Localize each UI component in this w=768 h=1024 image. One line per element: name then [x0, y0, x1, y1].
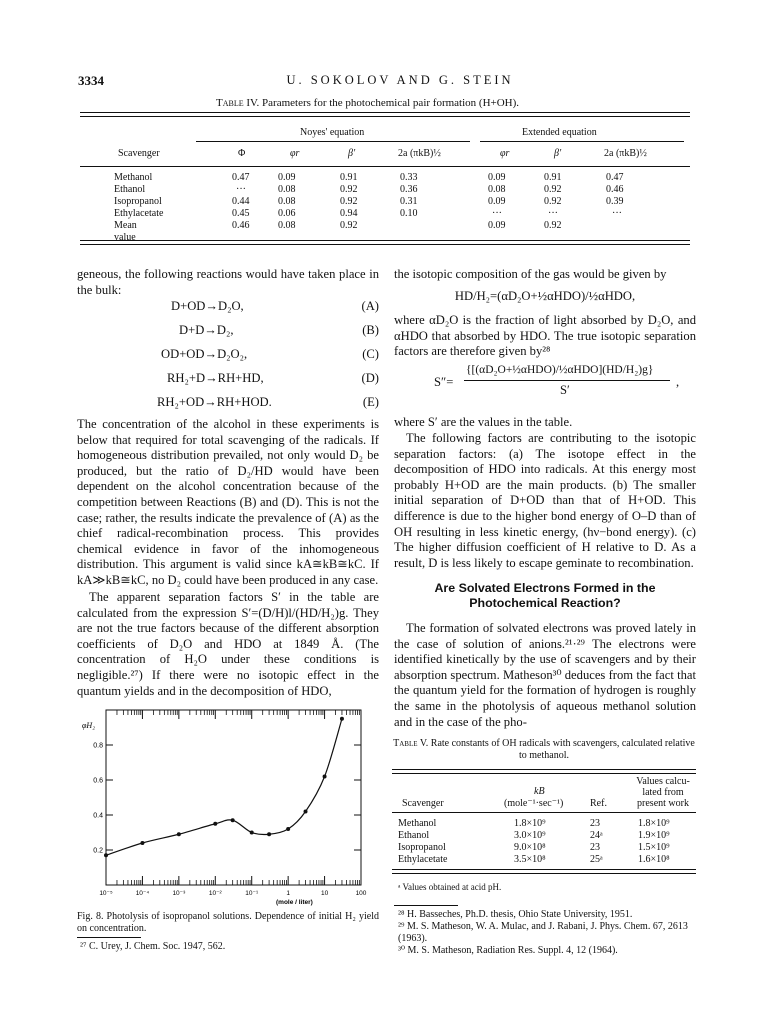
t4-cell: 0.91	[544, 172, 562, 183]
t4-cell: 0.45	[232, 208, 250, 219]
table5-header	[392, 776, 696, 812]
t4-cell: 0.31	[400, 196, 418, 207]
table4-top-rule	[80, 112, 690, 117]
data-point	[104, 853, 108, 857]
t5-cell: 1.6×10⁸	[638, 854, 670, 865]
data-point	[250, 831, 254, 835]
reaction-label: (B)	[362, 323, 379, 337]
t4-cell: 0.47	[232, 172, 250, 183]
t5-cell: 24ᵃ	[590, 830, 603, 841]
x-axis-label: (mole / liter)	[276, 899, 313, 906]
reaction-label: (A)	[361, 299, 379, 313]
eq2-fraction-bar	[464, 380, 670, 381]
y-tick-label: 0.2	[93, 847, 103, 855]
t4-cell: 0.44	[232, 196, 250, 207]
running-title: U. SOKOLOV AND G. STEIN	[286, 73, 514, 87]
section-heading: Are Solvated Electrons Formed in the Photochemical Reaction?	[434, 581, 656, 610]
right-paragraph-4: The following factors are contributing to the isotopic separation factors: (a) The isotope effect in the decomposition of HDO into radicals. At this energy most probably H+OD are the main products. (b) The smaller initial separation of D+OD than that of H+OD. This difference is due to the higher bond energy of O–D than of OH resulting in less kinetic energy, (hν−bond energy). (c) The higher diffusion coefficient of H relative to D. As a result, D is less likely to escape geminate to recombination.	[394, 431, 696, 570]
t4-cell: Mean value	[114, 220, 137, 243]
t5-col-scavenger: Scavenger	[402, 798, 444, 809]
table4-label: Table IV.	[216, 97, 260, 109]
t5-col-ref: Ref.	[590, 798, 607, 809]
t4-col-beta-ext: β′	[554, 148, 562, 159]
t4-cell: 0.09	[488, 220, 506, 231]
eq2-numerator: {[(αD₂O+½αHDO)/½αHDO](HD/H₂)g}	[466, 364, 654, 376]
footnote-rule-right	[394, 905, 458, 906]
y-axis-label: φH₂	[82, 721, 95, 730]
data-series-line	[106, 719, 342, 856]
t4-cell: ···	[548, 208, 558, 219]
t4-cell: Ethylacetate	[114, 208, 164, 219]
t5-cell: 1.8×10⁹	[514, 818, 546, 829]
t5-cell: 23	[590, 842, 600, 853]
x-tick-label: 10	[320, 890, 329, 897]
footnote-30: ³⁰ M. S. Matheson, Radiation Res. Suppl. 4, 12 (1964).	[398, 945, 618, 956]
left-paragraph-2: The concentration of the alcohol in these experiments is below that required for total scavenging of the radicals. If homogeneous distribution prevailed, not only would D₂ be produced, but the ratio of D₂/HD would have been dependent on the alcohol concentration because of the competition between Reactions (B) and (D). This is not the case; rather, the results indicate the prevalence of (A) as the chief radical-recombination process. This provides chemical evidence in favor of the inhomogeneous distribution. This argument is valid since kA≅kB≅kC. If kA≫kB≅kC, no D₂ could have been produced in any case.	[77, 417, 379, 587]
table4-group-rule-2	[480, 141, 684, 142]
table5-top-rule	[392, 769, 696, 774]
table4-group-extended: Extended equation	[522, 127, 597, 138]
reaction-b	[77, 323, 379, 347]
right-paragraph-2: where αD₂O is the fraction of light absorbed by D₂O, and αHDO that absorbed by HDO. The true isotopic separation factors are therefore given by²⁸	[394, 313, 696, 359]
t4-cell: Ethanol	[114, 184, 146, 195]
t4-cell: 0.09	[278, 172, 296, 183]
t4-cell: ···	[236, 184, 246, 195]
table5-footnote: ᵃ Values obtained at acid pH.	[398, 882, 502, 892]
data-point	[267, 832, 271, 836]
left-paragraph-3: The apparent separation factors S′ in the table are calculated from the expression S′=(D/H)l/(HD/H₂)g. They are not the true factors because of the different absorption coefficients of D₂O and HDO at 1849 Å. (The concentration of H₂O under these conditions is negligible.²⁷) If there were no isotopic effect in the quantum yields and in the decomposition of HDO,	[77, 590, 379, 698]
table4-caption-text: Parameters for the photochemical pair formation (H+OH).	[262, 97, 520, 109]
t4-cell: 0.92	[544, 184, 562, 195]
table5-header-rule	[392, 812, 696, 813]
t5-cell: 3.0×10⁹	[514, 830, 546, 841]
right-paragraph-1: the isotopic composition of the gas would be given by	[394, 267, 667, 281]
t4-cell: 0.39	[606, 196, 624, 207]
x-tick-label: 10⁻⁴	[135, 890, 150, 897]
reaction-c	[77, 347, 379, 371]
data-point	[213, 822, 217, 826]
x-tick-label: 10⁻⁵	[99, 890, 113, 897]
reaction-equation: D+OD→D₂O,	[171, 299, 244, 313]
reaction-equation: OD+OD→D₂O₂,	[161, 347, 248, 361]
t4-cell: 0.47	[606, 172, 624, 183]
t4-cell: 0.08	[278, 220, 296, 231]
t5-cell: 23	[590, 818, 600, 829]
reaction-e	[77, 395, 379, 419]
t4-cell: Isopropanol	[114, 196, 162, 207]
y-tick-label: 0.6	[93, 777, 103, 785]
y-tick-label: 0.8	[93, 742, 103, 750]
x-tick-label: 10⁻¹	[245, 890, 259, 897]
left-paragraph-1: geneous, the following reactions would have taken place in the bulk:	[77, 267, 379, 297]
reaction-label: (D)	[361, 371, 379, 385]
t4-col-2a-ext: 2a (πkB)½	[604, 148, 647, 159]
t4-cell: 0.92	[544, 196, 562, 207]
eq2-lhs: S″=	[434, 375, 454, 389]
t5-cell: Methanol	[398, 818, 437, 829]
reaction-a	[77, 299, 379, 323]
reaction-d	[77, 371, 379, 395]
table5-bottom-rule	[392, 869, 696, 874]
t4-cell: 0.92	[340, 184, 358, 195]
t4-cell: 0.09	[488, 196, 506, 207]
t5-cell: 25ᵃ	[590, 854, 603, 865]
footnote-rule-left	[77, 937, 141, 938]
data-point	[286, 827, 290, 831]
t4-cell: 0.94	[340, 208, 358, 219]
t5-col-kb-units: (mole⁻¹·sec⁻¹)	[504, 798, 564, 809]
t4-col-phi: Φ	[238, 148, 246, 159]
data-point	[177, 832, 181, 836]
t4-cell: 0.92	[544, 220, 562, 231]
t4-col-2a: 2a (πkB)½	[398, 148, 441, 159]
t4-col-phir-ext: φr	[500, 148, 510, 159]
reaction-equation: RH₂+OD→RH+HOD.	[157, 395, 272, 409]
t5-col-kb: kB	[534, 786, 545, 797]
t4-cell: 0.10	[400, 208, 418, 219]
t4-cell: 0.92	[340, 196, 358, 207]
page-number: 3334	[78, 73, 104, 88]
t5-cell: 1.8×10⁹	[638, 818, 670, 829]
x-tick-label: 1	[286, 890, 290, 897]
t4-cell: 0.46	[232, 220, 250, 231]
t4-cell: 0.33	[400, 172, 418, 183]
data-point	[231, 818, 235, 822]
t4-cell: 0.09	[488, 172, 506, 183]
t4-col-phir: φr	[290, 148, 300, 159]
data-point	[304, 810, 308, 814]
t5-cell: 1.9×10⁹	[638, 830, 670, 841]
x-tick-label: 10⁻²	[208, 890, 222, 897]
eq2-tail: ,	[676, 375, 680, 389]
t5-cell: Isopropanol	[398, 842, 446, 853]
t4-cell: Methanol	[114, 172, 153, 183]
x-tick-label: 100	[355, 890, 367, 897]
right-paragraph-5: The formation of solvated electrons was proved lately in the case of solution of anions.²¹·²⁹ The electrons were identified kinetically by the use of scavengers and by their absorption spectrum. Matheson³⁰ deduces from the fact that the quantum yield for the formation of hydrogen is roughly the same in the photolysis of aqueous methanol solution and in the case of the pho-	[394, 621, 696, 729]
figure-8-caption	[77, 911, 379, 935]
t4-cell: ···	[492, 208, 502, 219]
figure-8-chart	[76, 706, 376, 906]
y-tick-label: 0.4	[93, 812, 103, 820]
t4-cell: 0.92	[340, 220, 358, 231]
reaction-list	[77, 299, 379, 419]
x-tick-label: 10⁻³	[172, 890, 186, 897]
equation-isotopic: HD/H₂=(αD₂O+½αHDO)/½αHDO,	[454, 289, 636, 303]
t4-cell: 0.91	[340, 172, 358, 183]
footnote-29: ²⁹ M. S. Matheson, W. A. Mulac, and J. Rabani, J. Phys. Chem. 67, 2613 (1963).	[398, 921, 688, 944]
t5-cell: 3.5×10⁸	[514, 854, 546, 865]
t5-cell: Ethylacetate	[398, 854, 448, 865]
t5-cell: 9.0×10⁸	[514, 842, 546, 853]
t4-cell: 0.06	[278, 208, 296, 219]
table4-group-rule-1	[196, 141, 470, 142]
reaction-label: (C)	[362, 347, 379, 361]
t5-cell: 1.5×10⁹	[638, 842, 670, 853]
t5-cell: Ethanol	[398, 830, 430, 841]
table4-bottom-rule	[80, 240, 690, 245]
t4-col-beta: β′	[348, 148, 356, 159]
table4-caption	[216, 97, 519, 109]
t5-col-calc-2: lated from	[642, 787, 684, 798]
table5-label: Table V.	[393, 738, 429, 749]
t5-col-calc-1: Values calcu-	[636, 776, 690, 787]
t4-cell: 0.08	[278, 184, 296, 195]
footnote-28: ²⁸ H. Basseches, Ph.D. thesis, Ohio State University, 1951.	[398, 909, 633, 920]
data-point	[323, 775, 327, 779]
table4-group-noyes: Noyes' equation	[300, 127, 365, 138]
plot-frame	[106, 710, 361, 885]
right-paragraph-3: where S′ are the values in the table.	[394, 415, 573, 429]
reaction-equation: RH₂+D→RH+HD,	[167, 371, 264, 385]
table5-body	[392, 818, 696, 870]
table4-body	[80, 172, 690, 243]
t4-cell: 0.08	[488, 184, 506, 195]
table5-caption	[392, 738, 696, 762]
t5-col-calc-3: present work	[637, 798, 689, 809]
t4-cell: ···	[612, 208, 622, 219]
table5-caption-text: Rate constants of OH radicals with scavengers, calculated relative to methanol.	[430, 738, 695, 761]
t4-cell: 0.46	[606, 184, 624, 195]
t4-col-scavenger: Scavenger	[118, 148, 160, 159]
reaction-label: (E)	[362, 395, 379, 409]
figure-caption-text: Fig. 8. Photolysis of isopropanol solutions. Dependence of initial H₂ yield on concentration.	[77, 911, 379, 934]
footnote-27: ²⁷ C. Urey, J. Chem. Soc. 1947, 562.	[80, 941, 226, 952]
reaction-equation: D+D→D₂,	[179, 323, 234, 337]
eq2-denominator: S′	[560, 383, 570, 397]
t4-cell: 0.36	[400, 184, 418, 195]
table4-header-row	[80, 148, 690, 162]
data-point	[340, 717, 344, 721]
t4-cell: 0.08	[278, 196, 296, 207]
equation-true-separation	[394, 363, 696, 407]
table4-header-rule	[80, 166, 690, 167]
data-point	[140, 841, 144, 845]
